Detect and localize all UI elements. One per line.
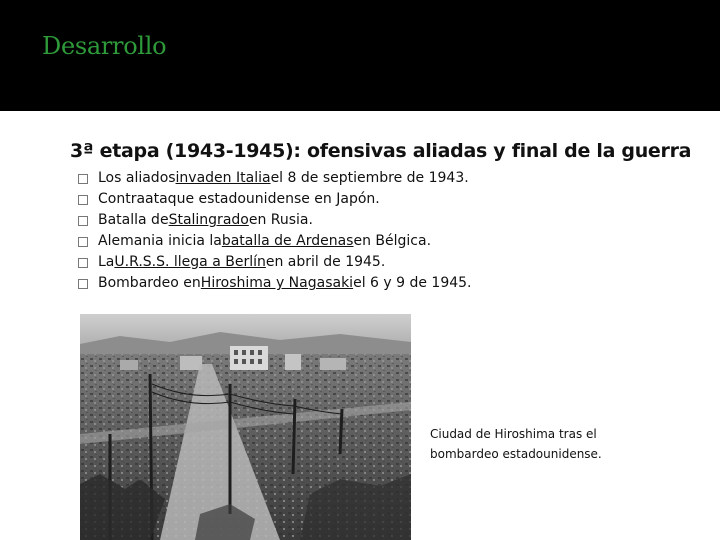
- bullet-list: [78, 168, 472, 294]
- bullet-square-icon: [78, 195, 88, 205]
- bullet-text: Bombardeo en: [98, 275, 201, 291]
- bullet-item: [78, 273, 472, 294]
- hiroshima-photo: [80, 314, 411, 540]
- bullet-text: Batalla de: [98, 212, 169, 228]
- bullet-link[interactable]: U.R.S.S. llega a Berlín: [114, 254, 266, 270]
- bullet-item: [78, 189, 472, 210]
- bullet-item: [78, 210, 472, 231]
- bullet-square-icon: [78, 237, 88, 247]
- bullet-item: [78, 231, 472, 252]
- bullet-link[interactable]: invaden Italia: [175, 170, 271, 186]
- bullet-text: el 6 y 9 de 1945.: [353, 275, 472, 291]
- section-heading: 3ª etapa (1943-1945): ofensivas aliadas y final de la guerra: [70, 140, 692, 162]
- bullet-link[interactable]: Hiroshima y Nagasaki: [200, 275, 354, 291]
- bullet-square-icon: [78, 258, 88, 268]
- bullet-square-icon: [78, 216, 88, 226]
- bullet-text: en abril de 1945.: [265, 254, 386, 270]
- bullet-item: [78, 252, 472, 273]
- bullet-item: [78, 168, 472, 189]
- bullet-text: el 8 de septiembre de 1943.: [270, 170, 469, 186]
- bullet-square-icon: [78, 279, 88, 289]
- bullet-link[interactable]: batalla de Ardenas: [221, 233, 354, 249]
- photo-caption: Ciudad de Hiroshima tras el bombardeo estadounidense.: [430, 427, 602, 461]
- bullet-link[interactable]: Stalingrado: [168, 212, 249, 228]
- bullet-text: Alemania inicia la: [98, 233, 222, 249]
- bullet-text: Contraataque estadounidense en Japón.: [98, 191, 380, 207]
- bullet-text: La: [98, 254, 115, 270]
- bullet-text: Los aliados: [98, 170, 176, 186]
- bullet-square-icon: [78, 174, 88, 184]
- bullet-text: en Rusia.: [248, 212, 313, 228]
- bullet-text: en Bélgica.: [353, 233, 432, 249]
- slide-title: Desarrollo: [42, 32, 167, 60]
